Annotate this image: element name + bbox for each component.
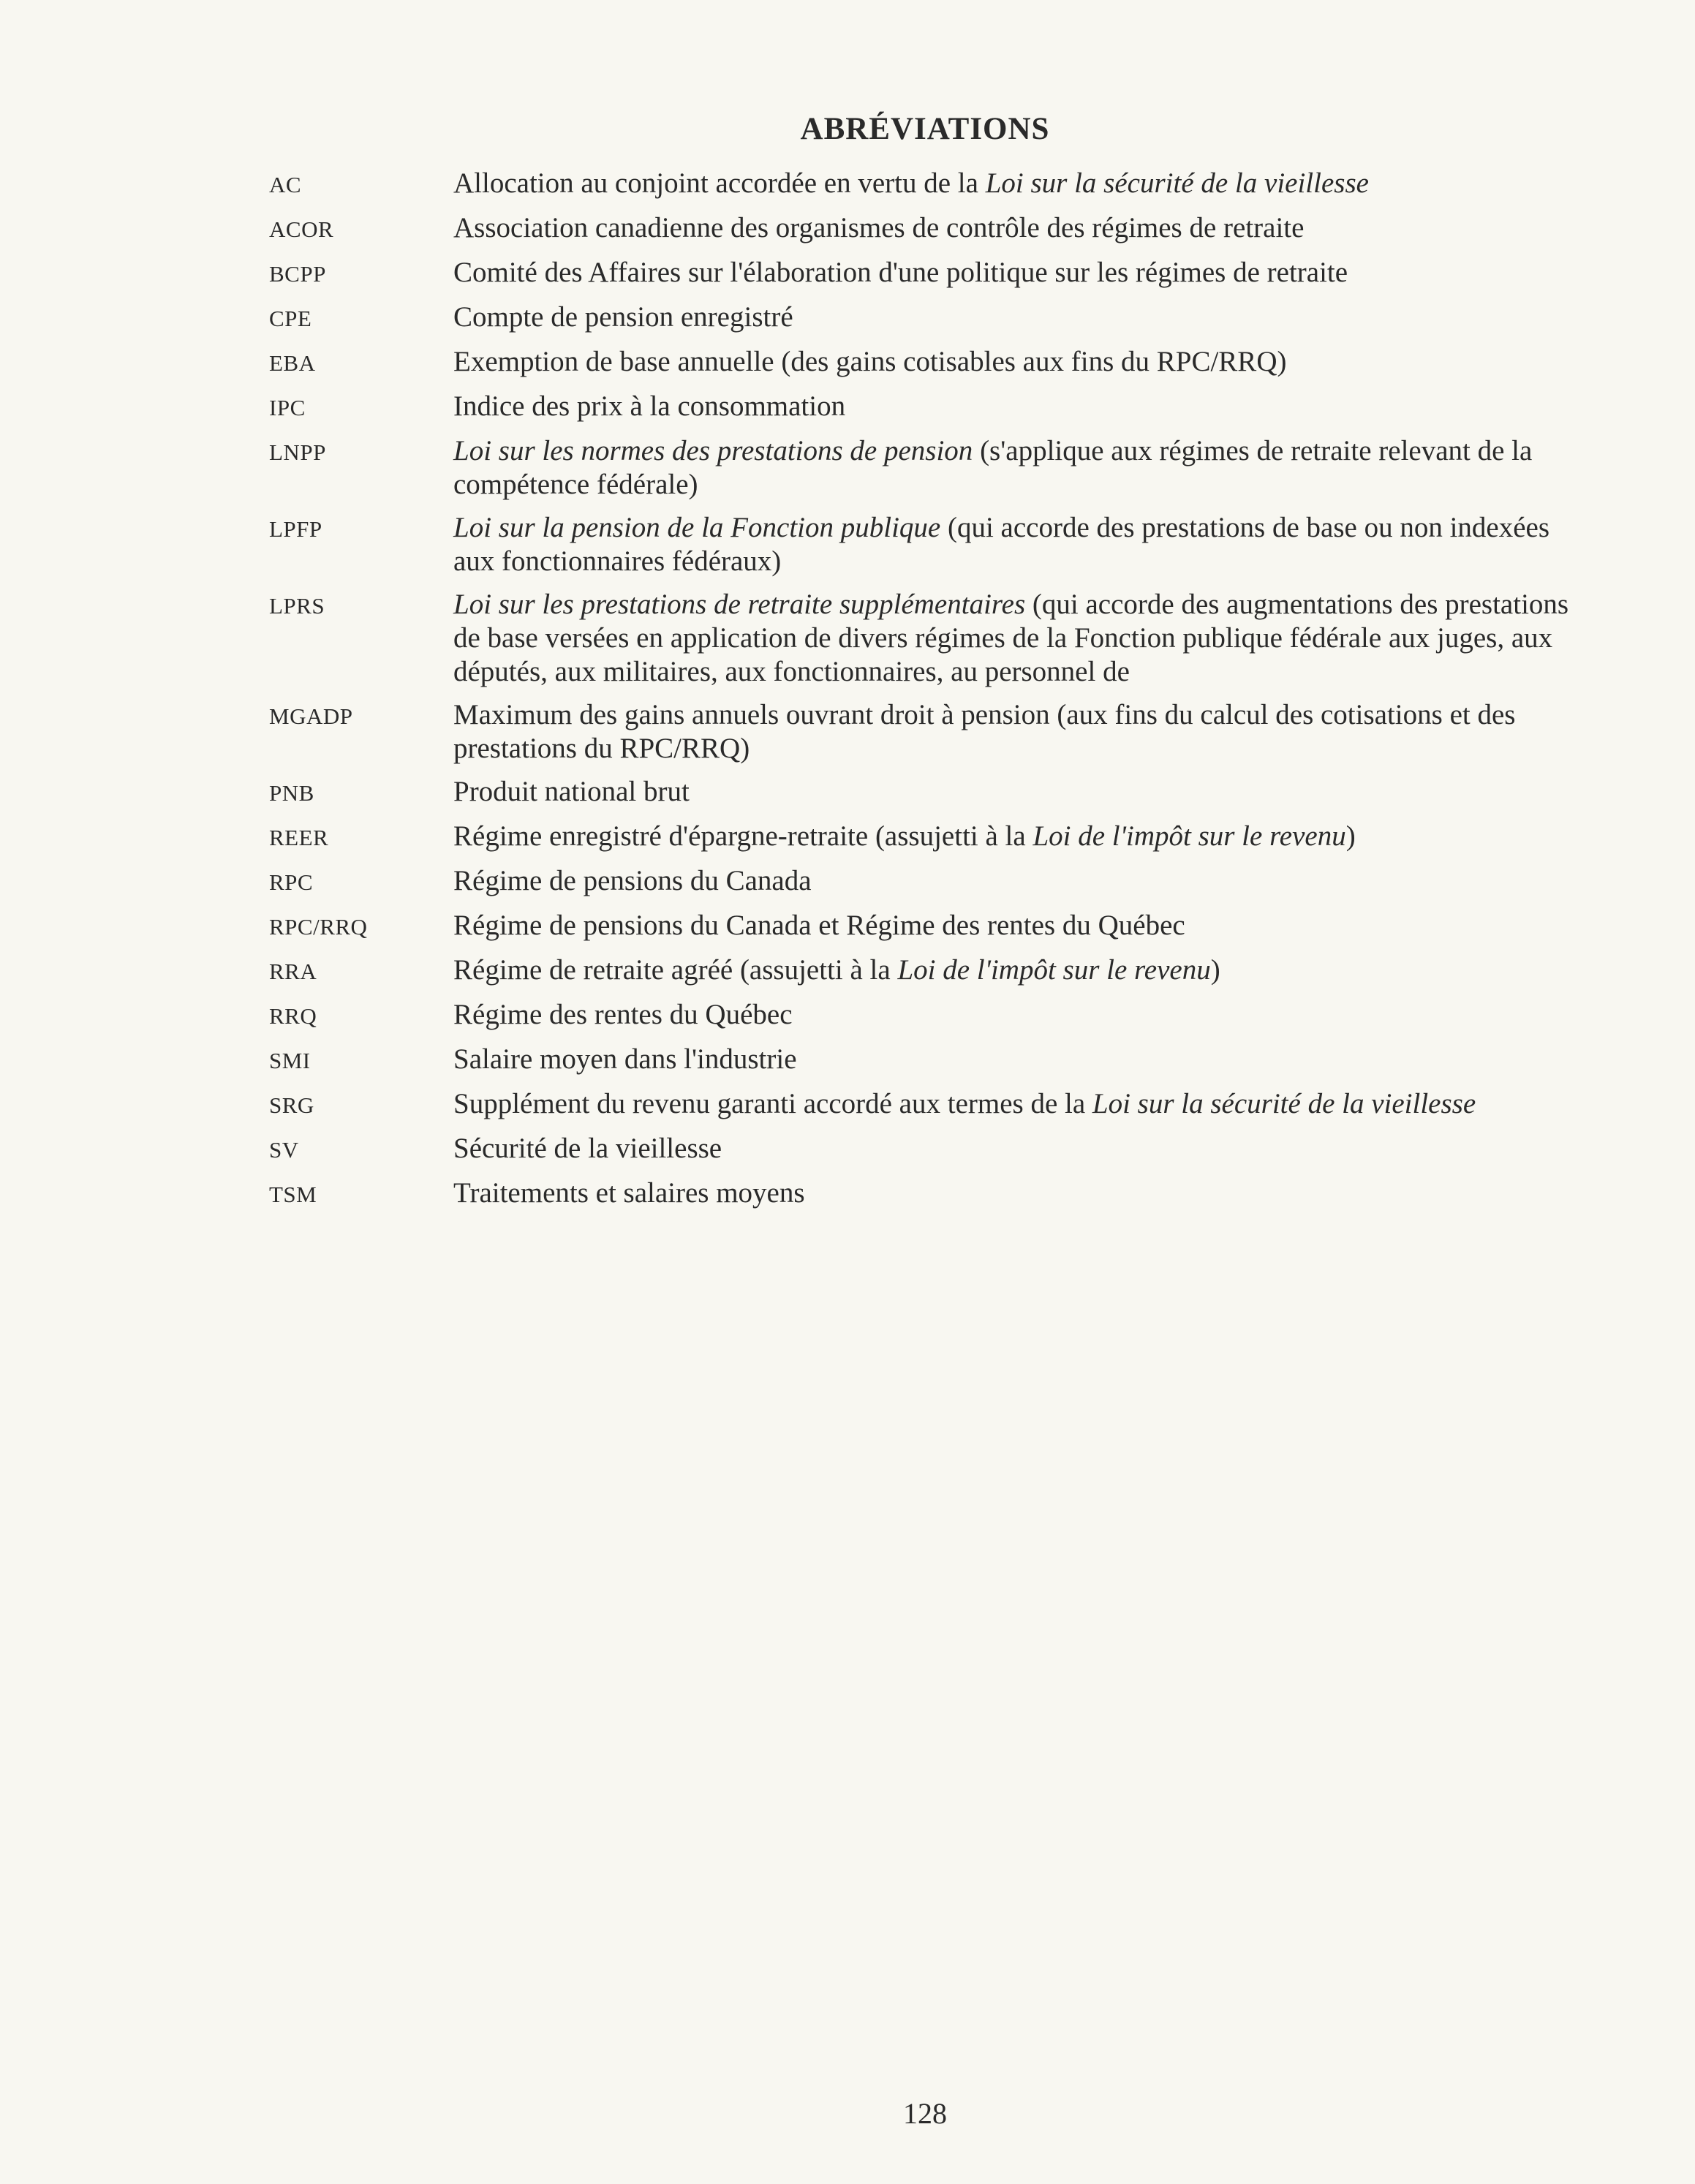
definition-text: Maximum des gains annuels ouvrant droit à pension (aux fins du calcul des cotisations et des prestations du RPC/RRQ) <box>453 699 1516 764</box>
abbreviation-term: EBA <box>269 350 316 376</box>
definition-italic-text: Loi sur les prestations de retraite supplémentaires <box>453 589 1026 620</box>
definition-text: Régime de retraite agréé (assujetti à la <box>453 954 898 986</box>
page-number: 128 <box>903 2097 947 2130</box>
definition-text: Exemption de base annuelle (des gains cotisables aux fins du RPC/RRQ) <box>453 346 1287 377</box>
abbreviation-entry <box>269 301 1578 336</box>
abbreviation-entry <box>269 953 1578 989</box>
abbreviation-term: RRQ <box>269 1003 317 1029</box>
abbreviation-entry <box>269 211 1578 246</box>
abbreviation-term: ACOR <box>269 216 334 242</box>
abbreviation-term: RPC/RRQ <box>269 914 368 940</box>
abbreviation-definition <box>453 820 1578 853</box>
abbreviation-list <box>269 167 1578 1221</box>
abbreviation-definition <box>453 1176 1578 1210</box>
definition-text: (qui accorde des prestations de base ou non indexées aux fonctionnaires fédéraux) <box>453 512 1550 577</box>
definition-text: ) <box>1210 954 1220 986</box>
definition-text: Association canadienne des organismes de contrôle des régimes de retraite <box>453 212 1305 243</box>
abbreviation-entry <box>269 167 1578 202</box>
abbreviation-entry <box>269 511 1578 578</box>
definition-text: (s'applique aux régimes de retraite relevant de la compétence fédérale) <box>453 435 1533 500</box>
definition-italic-text: Loi de l'impôt sur le revenu <box>1033 820 1346 852</box>
abbreviation-entry <box>269 698 1578 766</box>
abbreviation-entry <box>269 1176 1578 1212</box>
abbreviation-entry <box>269 588 1578 689</box>
abbreviation-definition <box>453 698 1578 766</box>
abbreviation-definition <box>453 775 1578 809</box>
abbreviation-definition <box>453 953 1578 987</box>
abbreviation-term: CPE <box>269 306 312 331</box>
abbreviation-term: REER <box>269 825 329 850</box>
abbreviation-term: BCPP <box>269 261 326 287</box>
abbreviation-definition <box>453 1043 1578 1076</box>
abbreviation-definition <box>453 1132 1578 1165</box>
abbreviation-entry <box>269 909 1578 944</box>
definition-text: Régime enregistré d'épargne-retraite (assujetti à la <box>453 820 1033 852</box>
abbreviation-entry <box>269 434 1578 502</box>
abbreviation-definition <box>453 256 1578 290</box>
abbreviation-term: RRA <box>269 959 317 984</box>
abbreviation-term: LNPP <box>269 439 326 465</box>
abbreviation-entry <box>269 345 1578 380</box>
abbreviation-definition <box>453 301 1578 334</box>
definition-text: ) <box>1345 820 1356 852</box>
abbreviation-definition <box>453 998 1578 1032</box>
abbreviation-term: PNB <box>269 780 314 806</box>
abbreviation-entry <box>269 1043 1578 1078</box>
abbreviation-definition <box>453 588 1578 689</box>
definition-text: Compte de pension enregistré <box>453 301 793 333</box>
abbreviation-entry <box>269 1132 1578 1167</box>
abbreviation-term: SV <box>269 1137 299 1163</box>
abbreviation-term: AC <box>269 172 302 197</box>
definition-italic-text: Loi sur la sécurité de la vieillesse <box>1092 1088 1476 1119</box>
abbreviation-definition <box>453 511 1578 578</box>
definition-text: Produit national brut <box>453 776 690 807</box>
abbreviation-definition <box>453 434 1578 502</box>
abbreviation-term: RPC <box>269 869 314 895</box>
abbreviation-term: SRG <box>269 1092 314 1118</box>
abbreviation-definition <box>453 211 1578 245</box>
definition-text: Régime de pensions du Canada <box>453 865 812 896</box>
abbreviation-entry <box>269 998 1578 1033</box>
abbreviation-definition <box>453 864 1578 898</box>
abbreviation-definition <box>453 167 1578 200</box>
abbreviation-definition <box>453 909 1578 942</box>
definition-text: Supplément du revenu garanti accordé aux termes de la <box>453 1088 1092 1119</box>
abbreviation-entry <box>269 1087 1578 1122</box>
definition-text: Traitements et salaires moyens <box>453 1177 805 1209</box>
abbreviation-term: IPC <box>269 395 306 420</box>
abbreviation-entry <box>269 820 1578 855</box>
definition-italic-text: Loi sur la sécurité de la vieillesse <box>985 167 1369 199</box>
abbreviation-entry <box>269 864 1578 899</box>
definition-italic-text: Loi sur la pension de la Fonction publique <box>453 512 941 543</box>
abbreviation-definition <box>453 1087 1578 1121</box>
definition-text: (qui accorde des augmentations des prestations de base versées en application de divers régimes de la Fonction publique fédérale aux juges, aux députés, aux militaires, aux fonctionnaires, au personnel de <box>453 589 1569 687</box>
abbreviation-term: LPFP <box>269 516 322 542</box>
definition-text: Régime des rentes du Québec <box>453 999 793 1030</box>
definition-italic-text: Loi sur les normes des prestations de pension <box>453 435 973 466</box>
definition-italic-text: Loi de l'impôt sur le revenu <box>897 954 1211 986</box>
definition-text: Régime de pensions du Canada et Régime des rentes du Québec <box>453 910 1185 941</box>
definition-text: Allocation au conjoint accordée en vertu de la <box>453 167 986 199</box>
page-title: ABRÉVIATIONS <box>800 112 1050 146</box>
abbreviation-term: TSM <box>269 1182 317 1207</box>
abbreviation-entry <box>269 390 1578 425</box>
abbreviation-term: LPRS <box>269 593 325 619</box>
abbreviation-definition <box>453 345 1578 379</box>
abbreviation-term: SMI <box>269 1048 311 1073</box>
abbreviation-entry <box>269 775 1578 810</box>
definition-text: Comité des Affaires sur l'élaboration d'une politique sur les régimes de retraite <box>453 257 1348 288</box>
abbreviation-term: MGADP <box>269 703 353 729</box>
definition-text: Sécurité de la vieillesse <box>453 1133 722 1164</box>
abbreviation-entry <box>269 256 1578 291</box>
abbreviation-definition <box>453 390 1578 423</box>
definition-text: Indice des prix à la consommation <box>453 390 846 422</box>
definition-text: Salaire moyen dans l'industrie <box>453 1043 797 1075</box>
